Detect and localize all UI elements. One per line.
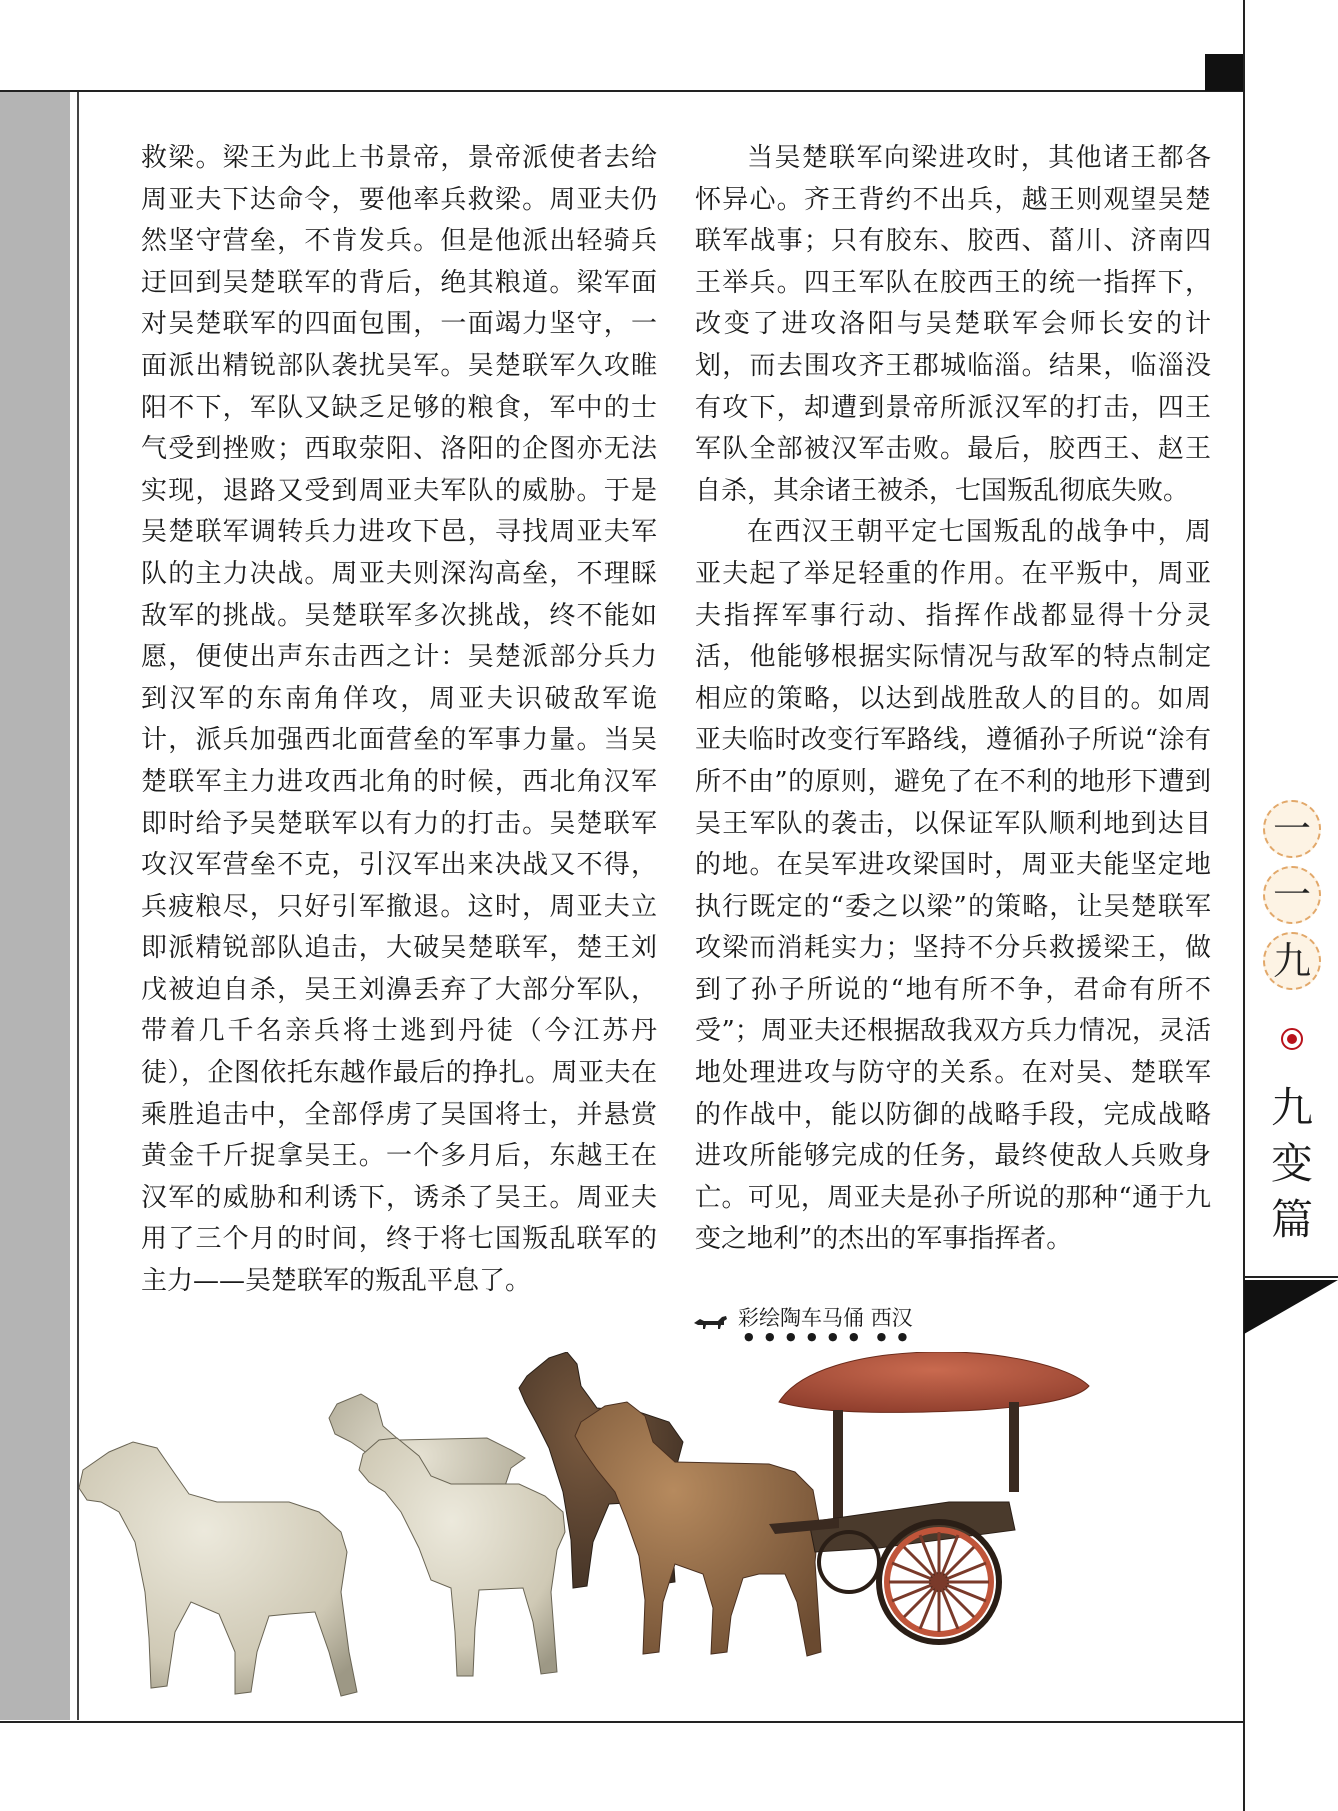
chapter-title-char: 九	[1270, 1083, 1313, 1132]
caption-title: 彩绘陶车马俑	[738, 1305, 864, 1330]
side-tab	[1246, 800, 1338, 1248]
side-tab-rule	[1244, 1276, 1338, 1278]
bottom-rule	[0, 1721, 1244, 1723]
chapter-title-char: 篇	[1270, 1195, 1313, 1244]
page-number-digit: 一	[1263, 800, 1321, 858]
page-number-digit: 一	[1263, 866, 1321, 924]
paragraph: 救梁。梁王为此上书景帝，景帝派使者去给周亚夫下达命令，要他率兵救梁。周亚夫仍然坚守营垒，不肯发兵。但是他派出轻骑兵迂回到吴楚联军的背后，绝其粮道。梁军面对吴楚联军的四面包围，一面竭力坚守，一面派出精锐部队袭扰吴军。吴楚联军久攻睢阳不下，军队又缺乏足够的粮食，军中的士气受到挫败；西取荥阳、洛阳的企图亦无法实现，退路又受到周亚夫军队的威胁。于是吴楚联军调转兵力进攻下邑，寻找周亚夫军队的主力决战。周亚夫则深沟高垒，不理睬敌军的挑战。吴楚联军多次挑战，终不能如愿，便使出声东击西之计：吴楚派部分兵力到汉军的东南角佯攻，周亚夫识破敌军诡计，派兵加强西北面营垒的军事力量。当吴楚联军主力进攻西北角的时候，西北角汉军即时给予吴楚联军以有力的打击。吴楚联军攻汉军营垒不克，引汉军出来决战又不得，兵疲粮尽，只好引军撤退。这时，周亚夫立即派精锐部队追击，大破吴楚联军，楚王刘戊被迫自杀，吴王刘濞丢弃了大部分军队，带着几千名亲兵将士逃到丹徒（今江苏丹徒），企图依托东越作最后的挣扎。周亚夫在乘胜追击中，全部俘虏了吴国将士，并悬赏黄金千斤捉拿吴王。一个多月后，东越王在汉军的威胁和利诱下，诱杀了吴王。周亚夫用了三个月的时间，终于将七国叛乱联军的主力——吴楚联军的叛乱平息了。	[141, 143, 657, 1297]
pottery-horses-chariot-photo	[79, 1352, 1243, 1720]
horse-silhouette-icon	[692, 1313, 730, 1331]
left-text-column	[141, 138, 657, 1303]
top-rule	[0, 90, 1244, 92]
right-margin-rule	[1243, 0, 1245, 1811]
right-text-column	[695, 138, 1211, 1261]
caption-text	[738, 1302, 913, 1343]
chapter-title-char: 变	[1270, 1139, 1313, 1188]
left-gray-bar	[0, 92, 70, 1720]
figure-caption	[692, 1302, 913, 1342]
page-number-digit: 九	[1263, 932, 1321, 990]
separator-dot-icon	[1281, 1028, 1303, 1050]
horse-figure	[79, 1442, 357, 1696]
caption-period: 西汉	[870, 1305, 913, 1330]
corner-marker	[1205, 54, 1243, 91]
side-tab-wedge	[1244, 1280, 1338, 1334]
paragraph: 在西汉王朝平定七国叛乱的战争中，周亚夫起了举足轻重的作用。在平叛中，周亚夫指挥军事行动、指挥作战都显得十分灵活，他能够根据实际情况与敌军的特点制定相应的策略，以达到战胜敌人的目的。如周亚夫临时改变行军路线，遵循孙子所说“涂有所不由”的原则，避免了在不利的地形下遭到吴王军队的袭击，以保证军队顺利地到达目的地。在吴军进攻梁国时，周亚夫能坚定地执行既定的“委之以梁”的策略，让吴楚联军攻梁而消耗实力；坚持不分兵救援梁王，做到了孙子所说的“地有所不争，君命有所不受”；周亚夫还根据敌我双方兵力情况，灵活地处理进攻与防守的关系。在对吴、楚联军的作战中，能以防御的战略手段，完成战略进攻所能够完成的任务，最终使敌人兵败身亡。可见，周亚夫是孙子所说的那种“通于九变之地利”的杰出的军事指挥者。	[695, 517, 1211, 1255]
paragraph: 当吴楚联军向梁进攻时，其他诸王都各怀异心。齐王背约不出兵，越王则观望吴楚联军战事；只有胶东、胶西、菑川、济南四王举兵。四王军队在胶西王的统一指挥下，改变了进攻洛阳与吴楚联军会师长安的计划，而去围攻齐王郡城临淄。结果，临淄没有攻下，却遭到景帝所派汉军的打击，四王军队全部被汉军击败。最后，胶西王、赵王自杀，其余诸王被杀，七国叛乱彻底失败。	[695, 143, 1211, 506]
